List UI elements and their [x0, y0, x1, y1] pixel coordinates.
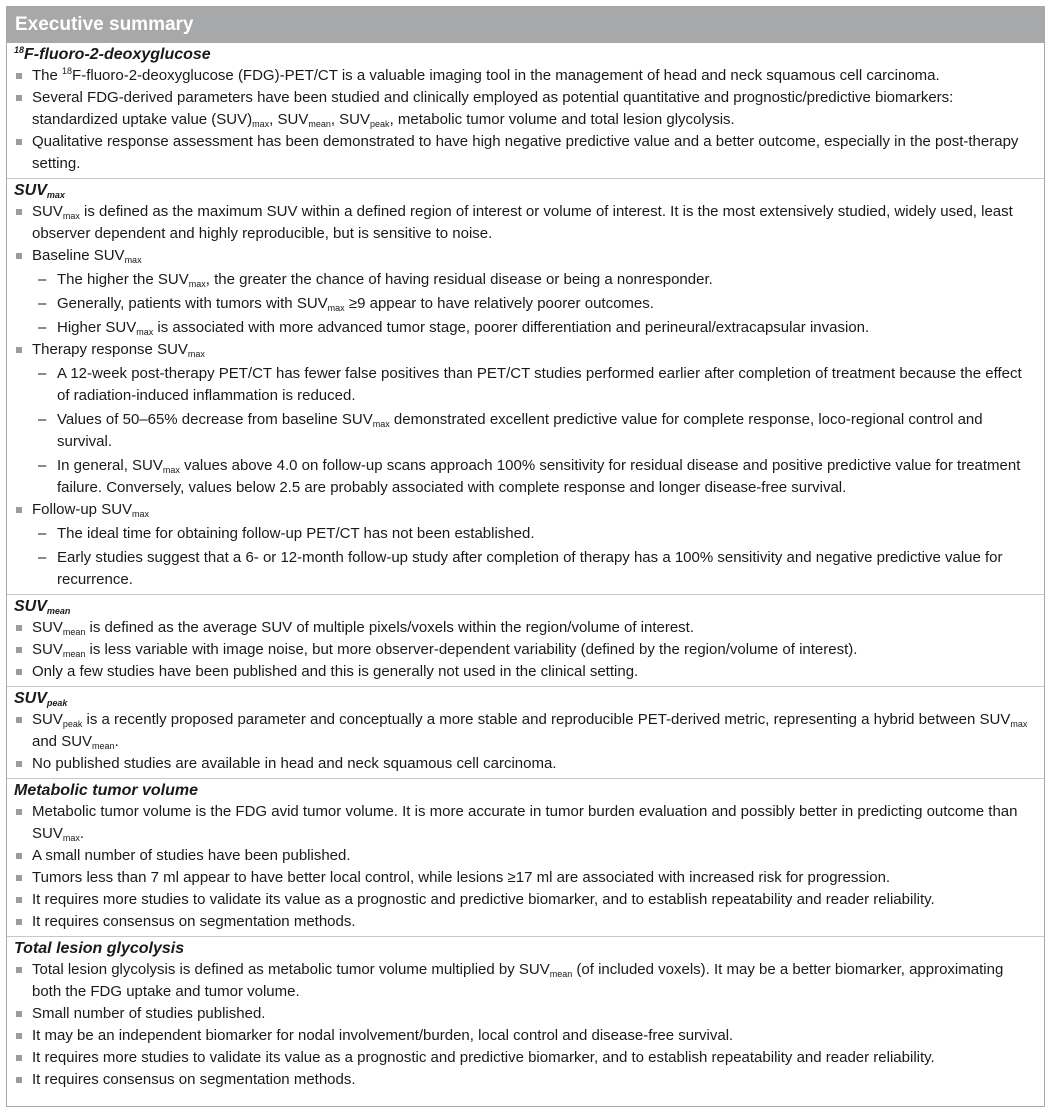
sub-list-item: – Values of 50–65% decrease from baseline $SUV_{max}$ demonstrated excellent predictive value for complete response, loco-regional control and survival. [32, 409, 1036, 453]
sub-list-item: – In general, $SUV_{max}$ values above 4.0 on follow-up scans approach 100% sensitivity for residual disease and positive predictive value for treatment failure. Conversely, values below 2.5 are probably associated with complete response and longer disease-free survival. [32, 455, 1036, 499]
list-item: It requires more studies to validate its value as a prognostic and predictive biomarker, and to establish repeatability and reader reliability. [7, 889, 1044, 911]
list-item: Small number of studies published. [7, 1003, 1044, 1025]
sub-list [32, 523, 1036, 591]
list-item: Qualitative response assessment has been demonstrated to have high negative predictive value and a better outcome, especially in the post-therapy setting. [7, 131, 1044, 175]
list-item: Total lesion glycolysis is defined as metabolic tumor volume multiplied by $SUV_{mean}$ (of included voxels). It may be a better biomarker, approximating both the FDG uptake and tumor volume. [7, 959, 1044, 1003]
sub-list-item: – The higher the $SUV_{max}$, the greater the chance of having residual disease or being a nonresponder. [32, 269, 1036, 291]
list-item: No published studies are available in head and neck squamous cell carcinoma. [7, 753, 1044, 775]
section-title-mtv: Metabolic tumor volume [14, 782, 199, 799]
bullet-list [7, 959, 1044, 1091]
bullet-list [7, 65, 1044, 175]
executive-summary-box [6, 6, 1045, 1107]
list-item: It requires more studies to validate its value as a prognostic and predictive biomarker, and to establish repeatability and reader reliability. [7, 1047, 1044, 1069]
section-title-suvpeak: $SUV_{peak}$ [14, 690, 68, 708]
bullet-list [7, 709, 1044, 775]
section-fdg [7, 43, 1044, 178]
section-title-fdg: $^{18}$F-fluoro-2-deoxyglucose [14, 45, 211, 63]
box-header: Executive summary [7, 7, 1044, 43]
sub-list-item: – Early studies suggest that a 6- or 12-month follow-up study after completion of therapy has a 100% sensitivity and negative predictive value for recurrence. [32, 547, 1036, 591]
section-total-lesion-glycolysis [7, 936, 1044, 1094]
list-item-therapy-response: Therapy response $SUV_{max}$ – A 12-week post-therapy PET/CT has fewer false positives than PET/CT studies performed earlier after completion of treatment because the effect of radiation-induced inflammation is reduced. – Values of 50–65% decrease from baseline $SUV_{max}$ demonstrated excellent predictive value for complete response, loco-regional control and survival. – In general, $SUV_{max}$ values above 4.0 on follow-up scans approach 100% sensitivity for residual disease and positive predictive value for treatment failure. Conversely, values below 2.5 are probably associated with complete response and longer disease-free survival. [7, 339, 1044, 499]
list-item: A small number of studies have been published. [7, 845, 1044, 867]
sub-list-item: – Higher $SUV_{max}$ is associated with more advanced tumor stage, poorer differentiation and perineural/extracapsular invasion. [32, 317, 1036, 339]
list-item: $SUV_{mean}$ is less variable with image noise, but more observer-dependent variability (defined by the region/volume of interest). [7, 639, 1044, 661]
list-item-baseline: Baseline $SUV_{max}$ – The higher the $SUV_{max}$, the greater the chance of having residual disease or being a nonresponder. – Generally, patients with tumors with $SUV_{max} \ge 9$ appear to have relatively poorer outcomes. – Higher $SUV_{max}$ is associated with more advanced tumor stage, poorer differentiation and perineural/extracapsular invasion. [7, 245, 1044, 339]
section-title-suvmean: $SUV_{mean}$ [14, 598, 71, 616]
list-item: $SUV_{max}$ is defined as the maximum SUV within a defined region of interest or volume of interest. It is the most extensively studied, widely used, least observer dependent and highly reproducible, but is sensitive to noise. [7, 201, 1044, 245]
list-item: It requires consensus on segmentation methods. [7, 1069, 1044, 1091]
sub-list-item: – A 12-week post-therapy PET/CT has fewer false positives than PET/CT studies performed earlier after completion of treatment because the effect of radiation-induced inflammation is reduced. [32, 363, 1036, 407]
sub-list-item: – The ideal time for obtaining follow-up PET/CT has not been established. [32, 523, 1036, 545]
list-item: Metabolic tumor volume is the FDG avid tumor volume. It is more accurate in tumor burden evaluation and possibly better in predicting outcome than $SUV_{max}$. [7, 801, 1044, 845]
list-item: It requires consensus on segmentation methods. [7, 911, 1044, 933]
list-item: Only a few studies have been published and this is generally not used in the clinical setting. [7, 661, 1044, 683]
list-item: It may be an independent biomarker for nodal involvement/burden, local control and disease-free survival. [7, 1025, 1044, 1047]
list-item: $SUV_{peak}$ is a recently proposed parameter and conceptually a more stable and reproducible PET-derived metric, representing a hybrid between $SUV_{max}$ and $SUV_{mean}$. [7, 709, 1044, 753]
bullet-list [7, 617, 1044, 683]
section-suvmean [7, 594, 1044, 686]
section-suvpeak [7, 686, 1044, 778]
list-item: Tumors less than 7 ml appear to have better local control, while lesions ≥17 ml are associated with increased risk for progression. [7, 867, 1044, 889]
list-item: Several FDG-derived parameters have been studied and clinically employed as potential quantitative and prognostic/predictive biomarkers: standardized uptake value $(SUV)_{max}$, $SUV_{mean}$, $SUV_{peak}$, metabolic tumor volume and total lesion glycolysis. [7, 87, 1044, 131]
sub-list [32, 269, 1036, 339]
section-metabolic-tumor-volume [7, 778, 1044, 936]
section-title-tlg: Total lesion glycolysis [14, 940, 185, 957]
list-item-follow-up: Follow-up $SUV_{max}$ – The ideal time for obtaining follow-up PET/CT has not been established. – Early studies suggest that a 6- or 12-month follow-up study after completion of therapy has a 100% sensitivity and negative predictive value for recurrence. [7, 499, 1044, 591]
bullet-list [7, 201, 1044, 591]
section-title-suvmax: $SUV_{max}$ [14, 182, 65, 200]
list-item: The $^{18}$F-fluoro-2-deoxyglucose (FDG)-PET/CT is a valuable imaging tool in the management of head and neck squamous cell carcinoma. [7, 65, 1044, 87]
sub-list [32, 363, 1036, 499]
section-suvmax [7, 178, 1044, 594]
sub-list-item: – Generally, patients with tumors with $SUV_{max} \ge 9$ appear to have relatively poorer outcomes. [32, 293, 1036, 315]
bullet-list [7, 801, 1044, 933]
list-item: $SUV_{mean}$ is defined as the average SUV of multiple pixels/voxels within the region/volume of interest. [7, 617, 1044, 639]
